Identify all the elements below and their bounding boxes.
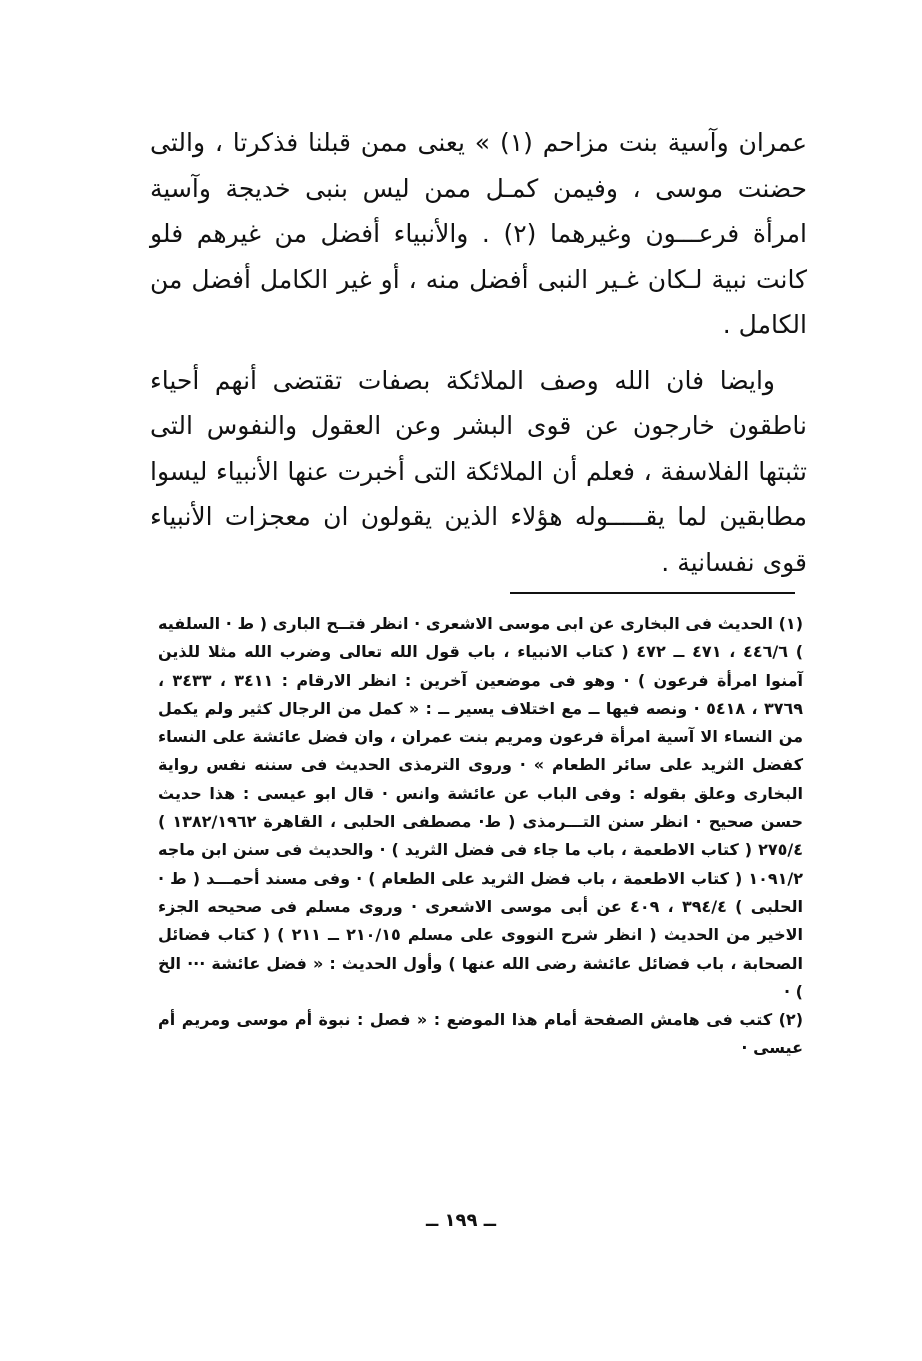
footnote-separator — [510, 592, 795, 594]
footnotes — [158, 610, 803, 1063]
page-number: ــ ١٩٩ ــ — [425, 1210, 497, 1231]
document-page — [150, 120, 807, 585]
main-text — [150, 120, 807, 585]
paragraph-1: عمران وآسية بنت مزاحم (١) » يعنى ممن قبلنا فذكرتا ، والتى حضنت موسى ، وفيمن كمـل ممن ليس بنبى خديجة وآسية امرأة فرعـــون وغيرهما (٢) . والأنبياء أفضل من غيرهم فلو كانت نبية لـكان غـير النبى أفضل منه ، أو غير الكامل أفضل من الكامل . — [150, 128, 807, 339]
paragraph-2: وايضا فان الله وصف الملائكة بصفات تقتضى أنهم أحياء ناطقون خارجون عن قوى البشر وعن العقول والنفوس التى تثبتها الفلاسفة ، فعلم أن الملائكة التى أخبرت عنها الأنبياء ليسوا مطابقين لما يقـــــوله هؤلاء الذين يقولون ان معجزات الأنبياء قوى نفسانية . — [150, 365, 807, 577]
footnote-1: (١) الحديث فى البخارى عن ابى موسى الاشعرى · انظر فتــح البارى ( ط · السلفيه ) ٤٤٦/٦ ، ٤٧١ ــ ٤٧٢ ( كتاب الانبياء ، باب قول الله تعالى وضرب الله مثلا للذين آمنوا امرأة فرعون ) · وهو فى موضعين آخرين : انظر الارقام : ٣٤١١ ، ٣٤٣٣ ، ٣٧٦٩ ، ٥٤١٨ · ونصه فيها ــ مع اختلاف يسير ــ : « كمل من الرجال كثير ولم يكمل من النساء الا آسية امرأة فرعون ومريم بنت عمران ، وان فضل عائشة على النساء كفضل الثريد على سائر الطعام » · وروى الترمذى الحديث فى سننه نفس رواية البخارى وعلق بقوله : وفى الباب عن عائشة وانس · قال ابو عيسى : هذا حديث حسن صحيح · انظر سنن التـــرمذى ( ط· مصطفى الحلبى ، القاهرة ١٣٨٢/١٩٦٢ ) ٢٧٥/٤ ( كتاب الاطعمة ، باب ما جاء فى فضل الثريد ) · والحديث فى سنن ابن ماجه ١٠٩١/٢ ( كتاب الاطعمة ، باب فضل الثريد على الطعام ) · وفى مسند أحمـــد ( ط · الحلبى ) ٣٩٤/٤ ، ٤٠٩ عن أبى موسى الاشعرى · وروى مسلم فى صحيحه الجزء الاخير من الحديث ( انظر شرح النووى على مسلم ٢١٠/١٥ ــ ٢١١ ) ( كتاب فضائل الصحابة ، باب فضائل عائشة رضى الله عنها ) وأول الحديث : « فضل عائشة ··· الخ ) · — [158, 614, 804, 1001]
footnote-2: (٢) كتب فى هامش الصفحة أمام هذا الموضع : « فصل : نبوة أم موسى ومريم أم عيسى · — [158, 1010, 803, 1058]
